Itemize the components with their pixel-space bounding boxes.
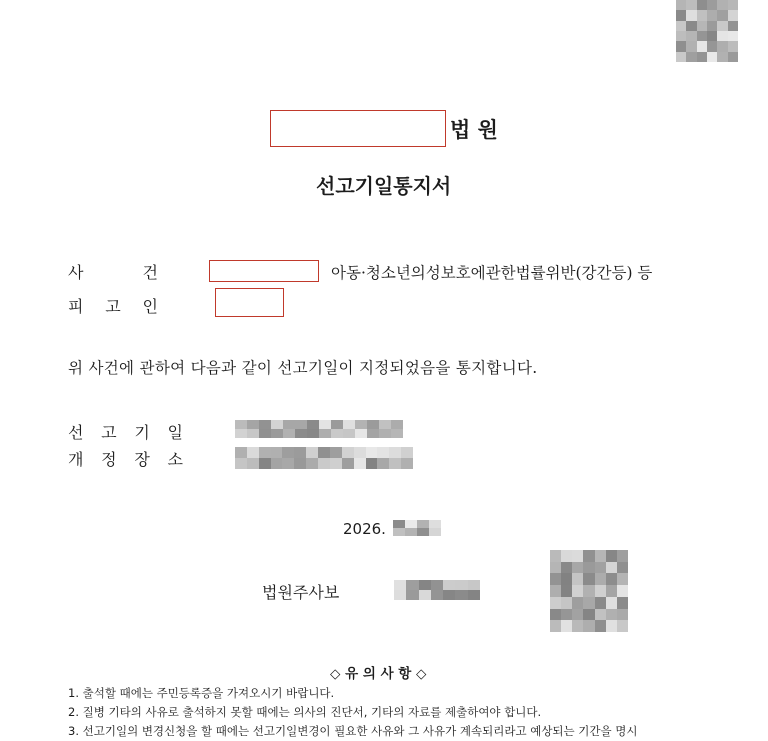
notes-heading: ◇ 유 의 사 항 ◇ bbox=[330, 666, 427, 682]
mosaic-cell bbox=[307, 429, 319, 438]
mosaic-cell bbox=[617, 620, 628, 632]
mosaic-cell bbox=[572, 620, 583, 632]
label-char: 건 bbox=[142, 263, 158, 282]
mosaic-cell bbox=[617, 609, 628, 621]
mosaic-cell bbox=[606, 562, 617, 574]
mosaic-cell bbox=[686, 21, 696, 31]
mosaic-cell bbox=[550, 573, 561, 585]
mosaic-cell bbox=[389, 447, 401, 458]
mosaic-cell bbox=[707, 21, 717, 31]
mosaic-cell bbox=[247, 447, 259, 458]
mosaic-cell bbox=[717, 0, 727, 10]
court-location-redacted bbox=[235, 447, 413, 469]
mosaic-cell bbox=[617, 597, 628, 609]
mosaic-cell bbox=[401, 458, 413, 469]
mosaic-cell bbox=[247, 420, 259, 429]
mosaic-cell bbox=[561, 597, 572, 609]
mosaic-cell bbox=[676, 10, 686, 20]
mosaic-cell bbox=[330, 458, 342, 469]
document-title: 선고기일통지서 bbox=[316, 174, 452, 198]
mosaic-cell bbox=[606, 550, 617, 562]
sentencing-date-redacted bbox=[235, 420, 403, 438]
mosaic-cell bbox=[572, 597, 583, 609]
mosaic-cell bbox=[606, 609, 617, 621]
mosaic-cell bbox=[294, 447, 306, 458]
mosaic-cell bbox=[331, 429, 343, 438]
mosaic-cell bbox=[393, 520, 405, 528]
notes-list bbox=[68, 684, 728, 741]
mosaic-cell bbox=[455, 590, 467, 600]
mosaic-cell bbox=[697, 52, 707, 62]
mosaic-cell bbox=[686, 10, 696, 20]
label-char: 고 bbox=[101, 423, 117, 442]
mosaic-cell bbox=[331, 420, 343, 429]
label-char: 기 bbox=[134, 423, 150, 442]
mosaic-cell bbox=[377, 447, 389, 458]
mosaic-cell bbox=[707, 31, 717, 41]
mosaic-cell bbox=[583, 609, 594, 621]
mosaic-cell bbox=[235, 429, 247, 438]
label-char: 장 bbox=[134, 450, 150, 469]
case-label bbox=[68, 260, 158, 283]
mosaic-cell bbox=[394, 590, 406, 600]
mosaic-cell bbox=[717, 31, 727, 41]
mosaic-cell bbox=[583, 620, 594, 632]
mosaic-cell bbox=[235, 447, 247, 458]
mosaic-cell bbox=[379, 429, 391, 438]
mosaic-cell bbox=[676, 41, 686, 51]
mosaic-cell bbox=[355, 420, 367, 429]
mosaic-cell bbox=[561, 620, 572, 632]
mosaic-cell bbox=[235, 420, 247, 429]
mosaic-cell bbox=[686, 0, 696, 10]
mosaic-cell bbox=[259, 447, 271, 458]
mosaic-cell bbox=[307, 420, 319, 429]
mosaic-cell bbox=[697, 41, 707, 51]
mosaic-cell bbox=[431, 580, 443, 590]
mosaic-cell bbox=[366, 447, 378, 458]
mosaic-cell bbox=[697, 21, 707, 31]
court-location-label bbox=[68, 447, 183, 470]
issue-date-redacted bbox=[393, 520, 441, 536]
mosaic-cell bbox=[401, 447, 413, 458]
mosaic-cell bbox=[343, 420, 355, 429]
mosaic-cell bbox=[728, 21, 738, 31]
mosaic-cell bbox=[443, 580, 455, 590]
mosaic-cell bbox=[271, 420, 283, 429]
mosaic-cell bbox=[572, 550, 583, 562]
mosaic-cell bbox=[318, 447, 330, 458]
mosaic-cell bbox=[697, 0, 707, 10]
mosaic-cell bbox=[617, 550, 628, 562]
mosaic-cell bbox=[282, 458, 294, 469]
mosaic-cell bbox=[306, 447, 318, 458]
mosaic-cell bbox=[717, 10, 727, 20]
mosaic-cell bbox=[342, 458, 354, 469]
mosaic-cell bbox=[676, 31, 686, 41]
mosaic-cell bbox=[468, 590, 480, 600]
mosaic-cell bbox=[259, 429, 271, 438]
mosaic-cell bbox=[728, 52, 738, 62]
mosaic-cell bbox=[561, 550, 572, 562]
mosaic-cell bbox=[391, 420, 403, 429]
mosaic-cell bbox=[282, 447, 294, 458]
mosaic-cell bbox=[550, 597, 561, 609]
mosaic-cell bbox=[431, 590, 443, 600]
mosaic-cell bbox=[561, 609, 572, 621]
mosaic-cell bbox=[595, 562, 606, 574]
mosaic-cell bbox=[342, 447, 354, 458]
mosaic-cell bbox=[717, 21, 727, 31]
mosaic-cell bbox=[419, 590, 431, 600]
mosaic-cell bbox=[259, 458, 271, 469]
mosaic-cell bbox=[318, 458, 330, 469]
mosaic-cell bbox=[406, 580, 418, 590]
mosaic-cell bbox=[595, 585, 606, 597]
mosaic-cell bbox=[377, 458, 389, 469]
mosaic-cell bbox=[235, 458, 247, 469]
mosaic-cell bbox=[595, 573, 606, 585]
mosaic-cell bbox=[595, 597, 606, 609]
label-char: 선 bbox=[68, 423, 84, 442]
label-char: 정 bbox=[101, 450, 117, 469]
mosaic-cell bbox=[429, 528, 441, 536]
mosaic-cell bbox=[717, 52, 727, 62]
official-title: 법원주사보 bbox=[262, 583, 340, 602]
mosaic-cell bbox=[366, 458, 378, 469]
mosaic-cell bbox=[550, 620, 561, 632]
mosaic-cell bbox=[355, 429, 367, 438]
mosaic-cell bbox=[283, 420, 295, 429]
mosaic-cell bbox=[294, 458, 306, 469]
mosaic-cell bbox=[595, 620, 606, 632]
mosaic-cell bbox=[707, 10, 717, 20]
mosaic-cell bbox=[354, 458, 366, 469]
mosaic-cell bbox=[561, 562, 572, 574]
mosaic-cell bbox=[697, 10, 707, 20]
court-suffix: 법 원 bbox=[450, 118, 498, 142]
mosaic-cell bbox=[319, 429, 331, 438]
mosaic-cell bbox=[389, 458, 401, 469]
mosaic-cell bbox=[394, 580, 406, 590]
mosaic-cell bbox=[429, 520, 441, 528]
mosaic-cell bbox=[717, 41, 727, 51]
notice-statement: 위 사건에 관하여 다음과 같이 선고기일이 지정되었음을 통지합니다. bbox=[68, 359, 538, 377]
mosaic-cell bbox=[728, 41, 738, 51]
mosaic-cell bbox=[572, 585, 583, 597]
court-seal-redacted bbox=[550, 550, 628, 632]
mosaic-cell bbox=[583, 585, 594, 597]
mosaic-cell bbox=[271, 429, 283, 438]
mosaic-cell bbox=[572, 573, 583, 585]
mosaic-cell bbox=[419, 580, 431, 590]
label-char: 고 bbox=[105, 297, 121, 316]
mosaic-cell bbox=[271, 458, 283, 469]
mosaic-cell bbox=[367, 429, 379, 438]
defendant-label bbox=[68, 294, 158, 317]
mosaic-cell bbox=[406, 590, 418, 600]
mosaic-cell bbox=[561, 585, 572, 597]
label-char: 일 bbox=[167, 423, 183, 442]
label-char: 인 bbox=[142, 297, 158, 316]
mosaic-cell bbox=[728, 0, 738, 10]
mosaic-cell bbox=[295, 420, 307, 429]
mosaic-cell bbox=[595, 609, 606, 621]
mosaic-cell bbox=[617, 585, 628, 597]
mosaic-cell bbox=[247, 429, 259, 438]
note-item: 3. 선고기일의 변경신청을 할 때에는 선고기일변경이 필요한 사유와 그 사유가 계속되리라고 예상되는 기간을 명시 bbox=[68, 724, 638, 738]
label-char: 사 bbox=[68, 263, 84, 282]
mosaic-cell bbox=[686, 41, 696, 51]
mosaic-cell bbox=[550, 585, 561, 597]
mosaic-cell bbox=[583, 562, 594, 574]
case-description: 아동·청소년의성보호에관한법률위반(강간등) 등 bbox=[331, 264, 653, 282]
mosaic-cell bbox=[697, 31, 707, 41]
mosaic-cell bbox=[259, 420, 271, 429]
mosaic-cell bbox=[271, 447, 283, 458]
mosaic-cell bbox=[676, 0, 686, 10]
mosaic-cell bbox=[606, 585, 617, 597]
qr-code-top bbox=[676, 0, 738, 62]
mosaic-cell bbox=[306, 458, 318, 469]
mosaic-cell bbox=[561, 573, 572, 585]
mosaic-cell bbox=[550, 562, 561, 574]
mosaic-cell bbox=[550, 550, 561, 562]
mosaic-cell bbox=[391, 429, 403, 438]
mosaic-cell bbox=[572, 609, 583, 621]
court-name-redacted bbox=[270, 110, 446, 147]
mosaic-cell bbox=[417, 528, 429, 536]
mosaic-cell bbox=[379, 420, 391, 429]
mosaic-cell bbox=[343, 429, 355, 438]
mosaic-cell bbox=[606, 573, 617, 585]
mosaic-cell bbox=[686, 52, 696, 62]
mosaic-cell bbox=[583, 573, 594, 585]
mosaic-cell bbox=[617, 573, 628, 585]
label-char: 개 bbox=[68, 450, 84, 469]
mosaic-cell bbox=[443, 590, 455, 600]
mosaic-cell bbox=[572, 562, 583, 574]
mosaic-cell bbox=[354, 447, 366, 458]
mosaic-cell bbox=[417, 520, 429, 528]
mosaic-cell bbox=[676, 21, 686, 31]
mosaic-cell bbox=[330, 447, 342, 458]
mosaic-cell bbox=[707, 52, 717, 62]
mosaic-cell bbox=[319, 420, 331, 429]
official-name-redacted bbox=[394, 580, 480, 600]
mosaic-cell bbox=[455, 580, 467, 590]
defendant-name-redacted bbox=[215, 288, 284, 317]
mosaic-cell bbox=[606, 597, 617, 609]
note-item: 1. 출석할 때에는 주민등록증을 가져오시기 바랍니다. bbox=[68, 686, 335, 700]
mosaic-cell bbox=[676, 52, 686, 62]
mosaic-cell bbox=[583, 550, 594, 562]
label-char: 피 bbox=[68, 297, 84, 316]
case-number-redacted bbox=[209, 260, 319, 282]
mosaic-cell bbox=[617, 562, 628, 574]
mosaic-cell bbox=[405, 528, 417, 536]
mosaic-cell bbox=[468, 580, 480, 590]
mosaic-cell bbox=[550, 609, 561, 621]
issue-date-year: 2026. bbox=[343, 520, 386, 538]
mosaic-cell bbox=[707, 41, 717, 51]
mosaic-cell bbox=[728, 10, 738, 20]
sentencing-date-label bbox=[68, 420, 183, 443]
mosaic-cell bbox=[728, 31, 738, 41]
mosaic-cell bbox=[283, 429, 295, 438]
mosaic-cell bbox=[686, 31, 696, 41]
mosaic-cell bbox=[405, 520, 417, 528]
mosaic-cell bbox=[393, 528, 405, 536]
mosaic-cell bbox=[247, 458, 259, 469]
mosaic-cell bbox=[367, 420, 379, 429]
mosaic-cell bbox=[583, 597, 594, 609]
note-item: 2. 질병 기타의 사유로 출석하지 못할 때에는 의사의 진단서, 기타의 자료를 제출하여야 합니다. bbox=[68, 705, 542, 719]
mosaic-cell bbox=[707, 0, 717, 10]
mosaic-cell bbox=[606, 620, 617, 632]
mosaic-cell bbox=[295, 429, 307, 438]
label-char: 소 bbox=[167, 450, 183, 469]
mosaic-cell bbox=[595, 550, 606, 562]
